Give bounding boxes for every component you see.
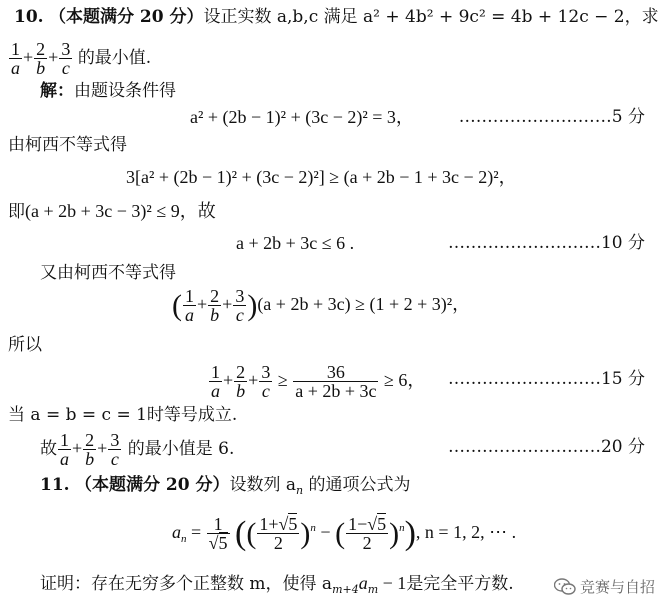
target-expression: $\frac{1}{a}$ + $\frac{2}{b}$ + $\frac{3}{c}$ 的最小值. — [11, 39, 152, 79]
equation-3-prefix: 即 — [8, 202, 25, 222]
equation-6-tail: ≥ 6， — [383, 370, 426, 390]
proof-text: 证明：存在无穷多个正整数 m，使得 a — [40, 574, 333, 594]
conclusion-line: 故 $\frac{1}{a}$ + $\frac{2}{b}$ + $\frac{3}{c}$ 的最小值是 6. — [40, 430, 235, 470]
equation-2: 3[a² + (2b − 1)² + (3c − 2)²] ≥ (a + 2b − 1 + 3c − 2)²， — [126, 167, 517, 187]
equation-6-denominator: a + 2b + 3c — [295, 381, 377, 402]
problem-number: 11. — [40, 475, 70, 495]
statement-tail: 的最小值. — [77, 48, 152, 68]
problem-score: （本题满分 20 分） — [48, 7, 204, 27]
problem-10-statement — [14, 6, 659, 28]
proof-statement: 证明：存在无穷多个正整数 m，使得 $a_{m+4}a_m - 1$是完全平方数. — [40, 573, 514, 596]
conclusion-prefix: 故 — [40, 439, 57, 459]
so-line: 所以 — [8, 335, 42, 355]
score-mark-15: ………………………15 分 — [447, 369, 645, 389]
cauchy-line-2: 又由柯西不等式得 — [40, 263, 176, 283]
problem-text: 设正实数 a,b,c 满足 a² + 4b² + 9c² = 4b + 12c − 2，求 — [203, 7, 659, 27]
equation-6-numerator: 36 — [293, 363, 378, 382]
equation-1: a² + (2b − 1)² + (3c − 2)² = 3， — [190, 107, 414, 127]
equation-5: ( $\frac{1}{a}$ + $\frac{2}{b}$ + $\frac{3}{c}$ )(a + 2b + 3c) ≥ (1 + 2 + 3)²， — [172, 286, 471, 326]
problem-11-statement: 11. （本题满分 20 分）设数列 $a_n$ 的通项公式为 — [40, 475, 411, 497]
problem-number: 10. — [14, 7, 44, 27]
equation-3-line — [8, 200, 216, 223]
cauchy-line-1: 由柯西不等式得 — [8, 135, 127, 155]
solution-label: 解： — [40, 81, 74, 101]
proof-text-tail: 是完全平方数. — [406, 574, 514, 594]
problem-11-text: 设数列 a — [229, 475, 297, 495]
problem-11-text-tail: 的通项公式为 — [308, 475, 411, 495]
solution-intro — [40, 80, 176, 102]
sequence-formula: $a_n$ = $\frac{1}{√5}$ (( $\frac{1+√5}{2}$ )$^n$ − ( $\frac{1-√5}{2}$ )$^n$), n = 1, 2, ⋯ . — [172, 514, 517, 554]
wechat-icon — [554, 578, 576, 596]
score-mark-20: ………………………20 分 — [447, 437, 645, 457]
equality-condition: 当 a = b = c = 1时等号成立. — [8, 405, 238, 425]
equation-5-tail: (a + 2b + 3c) ≥ (1 + 2 + 3)²， — [257, 294, 471, 314]
watermark-text: 竞赛与自招 — [579, 578, 655, 596]
score-mark-5: ………………………5 分 — [458, 107, 645, 127]
score-mark-10: ………………………10 分 — [447, 233, 645, 253]
solution-step1: 由题设条件得 — [74, 81, 176, 101]
watermark — [554, 576, 655, 597]
formula-range: , n = 1, 2, ⋯ . — [415, 522, 517, 542]
problem-score: （本题满分 20 分） — [74, 475, 230, 495]
equation-4: a + 2b + 3c ≤ 6 . — [236, 233, 355, 253]
equation-3: (a + 2b + 3c − 3)² ≤ 9，故 — [25, 201, 216, 221]
equation-6: $\frac{1}{a}$ + $\frac{2}{b}$ + $\frac{3}{c}$ ≥ $\frac{36}{a + 2b + 3c}$ ≥ 6， — [211, 362, 426, 402]
conclusion-tail: 的最小值是 6. — [127, 439, 235, 459]
